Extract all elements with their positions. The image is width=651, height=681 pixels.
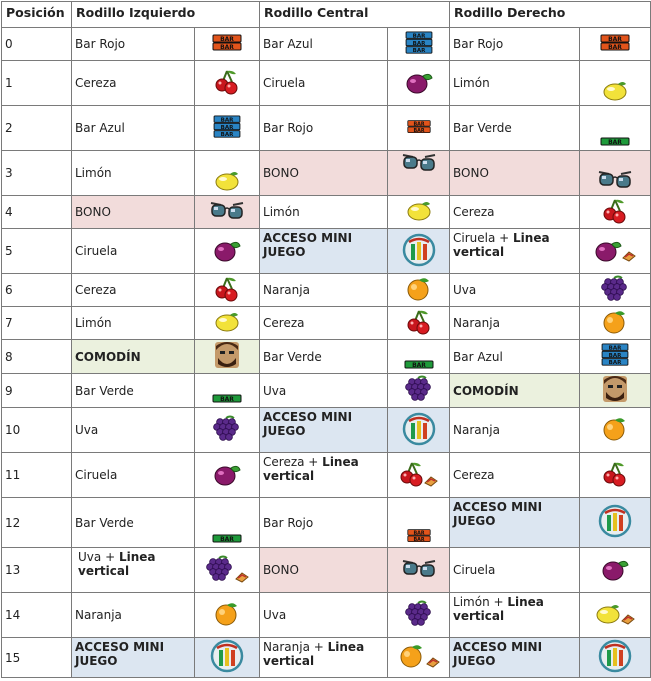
position-cell: 8 xyxy=(2,340,72,374)
center-reel-symbol-icon-cell xyxy=(388,151,450,196)
right-reel-symbol-name xyxy=(450,548,580,593)
plum-icon xyxy=(405,70,433,94)
symbol-text: ACCESO MINI JUEGO xyxy=(263,410,353,438)
symbol-text: BONO xyxy=(453,166,489,180)
right-reel-symbol-icon-cell xyxy=(580,548,651,593)
symbol-text: Limón xyxy=(453,595,490,609)
bar-green-icon xyxy=(212,394,242,404)
sandwich-icon xyxy=(426,656,440,668)
grapes-icon xyxy=(404,600,434,628)
mini-icon xyxy=(208,639,246,673)
symbol-text: Uva xyxy=(263,608,287,622)
symbol-text: ACCESO MINI JUEGO xyxy=(75,640,165,668)
mini-icon xyxy=(400,233,438,267)
right-reel-symbol-name xyxy=(450,229,580,274)
left-reel-symbol-name xyxy=(72,498,195,548)
symbol-text: + xyxy=(101,550,119,564)
center-reel-symbol-name xyxy=(260,340,388,374)
left-reel-symbol-icon-cell xyxy=(195,638,260,678)
symbol-text: Cereza xyxy=(453,468,495,482)
center-reel-symbol-icon-cell xyxy=(388,106,450,151)
symbol-text: Naranja xyxy=(453,423,500,437)
left-reel-symbol-name xyxy=(72,106,195,151)
symbol-text: Ciruela xyxy=(453,231,496,245)
symbol-text: Limón xyxy=(263,205,300,219)
position-cell: 10 xyxy=(2,408,72,453)
symbol-text: BONO xyxy=(263,563,299,577)
svg-text:BAR: BAR xyxy=(220,35,234,43)
right-reel-symbol-icon-cell xyxy=(580,498,651,548)
symbol-text: Uva xyxy=(263,383,287,398)
left-reel-symbol-icon-cell xyxy=(195,61,260,106)
symbol-text: + xyxy=(495,231,514,245)
symbol-text: Naranja xyxy=(263,283,310,297)
center-reel-symbol-icon-cell xyxy=(388,453,450,498)
orange-icon xyxy=(398,644,426,668)
symbol-text: Bar Rojo xyxy=(75,37,126,51)
mini-icon xyxy=(596,504,634,538)
left-reel-symbol-icon-cell xyxy=(195,106,260,151)
right-reel-symbol-icon-cell xyxy=(580,229,651,274)
symbol-text: Naranja xyxy=(453,316,500,330)
bar-blue-icon xyxy=(213,115,241,139)
bar-red-small-icon xyxy=(407,119,431,135)
header-right-reel: Rodillo Derecho xyxy=(450,2,651,28)
svg-text:BAR: BAR xyxy=(411,362,426,369)
symbol-text: Uva xyxy=(78,550,102,564)
plum-icon xyxy=(213,462,241,486)
left-reel-symbol-name xyxy=(72,307,195,340)
right-reel-symbol-name xyxy=(450,196,580,229)
position-cell: 15 xyxy=(2,638,72,678)
center-reel-symbol-name xyxy=(260,498,388,548)
table-row xyxy=(2,151,651,196)
center-reel-symbol-icon-cell xyxy=(388,638,450,678)
svg-text:BAR: BAR xyxy=(412,121,425,127)
symbol-text: Bar Verde xyxy=(263,349,322,364)
symbol-text: Bar Rojo xyxy=(453,37,504,51)
svg-text:BAR: BAR xyxy=(220,124,234,131)
center-reel-symbol-icon-cell xyxy=(388,229,450,274)
right-reel-symbol-icon-cell xyxy=(580,274,651,307)
table-row xyxy=(2,196,651,229)
plum-icon xyxy=(213,238,241,262)
symbol-text: Linea vertical xyxy=(263,455,359,483)
position-cell: 13 xyxy=(2,548,72,593)
table-row xyxy=(2,593,651,638)
lemon-icon xyxy=(406,200,432,222)
sandwich-icon xyxy=(621,613,635,625)
left-reel-symbol-name xyxy=(72,61,195,106)
position-cell: 2 xyxy=(2,106,72,151)
symbol-text: Linea vertical xyxy=(78,550,156,578)
sandwich-icon xyxy=(235,571,249,583)
position-cell: 4 xyxy=(2,196,72,229)
symbol-text: Ciruela xyxy=(75,468,118,482)
symbol-text: Bar Verde xyxy=(75,515,134,530)
svg-text:BAR: BAR xyxy=(608,360,622,367)
center-reel-symbol-icon-cell xyxy=(388,548,450,593)
center-reel-symbol-name xyxy=(260,374,388,408)
glasses-icon xyxy=(597,168,633,192)
symbol-text: Linea vertical xyxy=(453,595,544,623)
symbol-text: Cereza xyxy=(75,76,117,90)
bar-blue-icon xyxy=(601,343,629,367)
svg-text:BAR: BAR xyxy=(412,32,425,39)
lemon-icon xyxy=(214,311,240,333)
symbol-text: Bar Verde xyxy=(453,121,512,135)
right-reel-symbol-name xyxy=(450,307,580,340)
symbol-text: BONO xyxy=(75,205,111,219)
center-reel-symbol-name xyxy=(260,548,388,593)
position-cell: 9 xyxy=(2,374,72,408)
orange-icon xyxy=(601,310,629,334)
svg-text:BAR: BAR xyxy=(608,139,622,146)
right-reel-symbol-name xyxy=(450,28,580,61)
glasses-icon xyxy=(209,199,245,223)
face-icon xyxy=(213,340,241,370)
grapes-icon xyxy=(404,375,434,403)
mini-icon xyxy=(400,412,438,446)
left-reel-symbol-icon-cell xyxy=(195,307,260,340)
reel-table xyxy=(1,1,651,678)
sandwich-icon xyxy=(424,475,438,487)
svg-text:BAR: BAR xyxy=(412,47,425,54)
left-reel-symbol-icon-cell xyxy=(195,408,260,453)
symbol-text: Cereza xyxy=(263,455,305,469)
right-reel-symbol-icon-cell xyxy=(580,408,651,453)
symbol-text: COMODÍN xyxy=(75,349,141,364)
center-reel-symbol-icon-cell xyxy=(388,408,450,453)
left-reel-symbol-icon-cell xyxy=(195,593,260,638)
center-reel-symbol-name xyxy=(260,106,388,151)
left-reel-symbol-icon-cell xyxy=(195,453,260,498)
glasses-icon xyxy=(401,151,437,175)
center-reel-symbol-icon-cell xyxy=(388,196,450,229)
right-reel-symbol-name xyxy=(450,593,580,638)
symbol-text: Ciruela xyxy=(453,563,496,577)
table-row xyxy=(2,274,651,307)
mini-icon xyxy=(596,639,634,673)
orange-icon xyxy=(213,602,241,626)
symbol-text: + xyxy=(309,640,328,654)
center-reel-symbol-name xyxy=(260,61,388,106)
table-row xyxy=(2,229,651,274)
symbol-text: Limón xyxy=(453,76,490,90)
orange-icon xyxy=(405,277,433,301)
left-reel-symbol-name xyxy=(72,340,195,374)
right-reel-symbol-icon-cell xyxy=(580,593,651,638)
glasses-icon xyxy=(401,557,437,581)
table-row xyxy=(2,61,651,106)
left-reel-symbol-name xyxy=(72,196,195,229)
center-reel-symbol-name xyxy=(260,28,388,61)
table-row xyxy=(2,408,651,453)
symbol-text: ACCESO MINI JUEGO xyxy=(453,640,543,668)
svg-text:BAR: BAR xyxy=(412,531,425,537)
table-row xyxy=(2,453,651,498)
position-cell: 12 xyxy=(2,498,72,548)
symbol-text: Limón xyxy=(75,316,112,330)
right-reel-symbol-name xyxy=(450,638,580,678)
symbol-text: Naranja xyxy=(75,608,122,622)
symbol-text: Linea vertical xyxy=(263,640,365,668)
symbol-text: + xyxy=(304,455,323,469)
center-reel-symbol-name xyxy=(260,274,388,307)
table-body xyxy=(2,28,651,678)
symbol-text: ACCESO MINI JUEGO xyxy=(453,500,543,528)
symbol-text: Ciruela xyxy=(75,244,118,258)
position-cell: 0 xyxy=(2,28,72,61)
position-cell: 3 xyxy=(2,151,72,196)
header-center-reel: Rodillo Central xyxy=(260,2,450,28)
header-row xyxy=(2,2,651,28)
symbol-text: Cereza xyxy=(75,283,117,297)
symbol-text: Naranja xyxy=(263,640,310,654)
left-reel-symbol-name xyxy=(72,593,195,638)
position-cell: 6 xyxy=(2,274,72,307)
right-reel-symbol-icon-cell xyxy=(580,374,651,408)
right-reel-symbol-name xyxy=(450,374,580,408)
symbol-text: Bar Rojo xyxy=(263,515,314,530)
grapes-icon xyxy=(212,415,242,443)
svg-text:BAR: BAR xyxy=(608,35,622,43)
left-reel-symbol-icon-cell xyxy=(195,229,260,274)
bar-red-icon xyxy=(212,33,242,53)
cherry-icon xyxy=(407,309,431,335)
right-reel-symbol-name xyxy=(450,340,580,374)
symbol-text: Cereza xyxy=(453,205,495,219)
svg-text:BAR: BAR xyxy=(220,43,234,51)
right-reel-symbol-icon-cell xyxy=(580,340,651,374)
center-reel-symbol-name xyxy=(260,307,388,340)
left-reel-symbol-name xyxy=(72,453,195,498)
left-reel-symbol-icon-cell xyxy=(195,151,260,196)
left-reel-symbol-name xyxy=(72,408,195,453)
svg-text:BAR: BAR xyxy=(220,131,234,138)
grapes-icon xyxy=(205,555,235,583)
bar-green-icon xyxy=(212,534,242,544)
svg-text:BAR: BAR xyxy=(220,536,234,543)
left-reel-symbol-name xyxy=(72,229,195,274)
left-reel-symbol-name xyxy=(72,548,195,593)
center-reel-symbol-icon-cell xyxy=(388,374,450,408)
right-reel-symbol-icon-cell xyxy=(580,61,651,106)
svg-text:BAR: BAR xyxy=(220,116,234,123)
cherry-icon xyxy=(400,461,424,487)
plum-icon xyxy=(601,557,629,581)
symbol-text: Limón xyxy=(75,166,112,180)
symbol-text: ACCESO MINI JUEGO xyxy=(263,231,353,259)
svg-text:BAR: BAR xyxy=(608,345,622,352)
center-reel-symbol-icon-cell xyxy=(388,28,450,61)
svg-text:BAR: BAR xyxy=(608,43,622,51)
symbol-text: + xyxy=(489,595,508,609)
table-row xyxy=(2,374,651,408)
header-position: Posición xyxy=(2,2,72,28)
right-reel-symbol-name xyxy=(450,453,580,498)
table-row xyxy=(2,28,651,61)
left-reel-symbol-icon-cell xyxy=(195,196,260,229)
center-reel-symbol-name xyxy=(260,593,388,638)
symbol-text: Bar Azul xyxy=(453,349,503,364)
symbol-text: Uva xyxy=(453,283,477,297)
right-reel-symbol-name xyxy=(450,274,580,307)
symbol-text: COMODÍN xyxy=(453,383,519,398)
sandwich-icon xyxy=(622,250,636,262)
right-reel-symbol-name xyxy=(450,151,580,196)
right-reel-symbol-icon-cell xyxy=(580,453,651,498)
right-reel-symbol-icon-cell xyxy=(580,638,651,678)
center-reel-symbol-icon-cell xyxy=(388,593,450,638)
bar-red-small-icon xyxy=(407,528,431,544)
cherry-icon xyxy=(603,461,627,487)
symbol-text: Bar Verde xyxy=(75,383,134,398)
symbol-text: Ciruela xyxy=(263,76,306,90)
symbol-text: BONO xyxy=(263,166,299,180)
position-cell: 7 xyxy=(2,307,72,340)
center-reel-symbol-icon-cell xyxy=(388,307,450,340)
right-reel-symbol-name xyxy=(450,408,580,453)
table-row xyxy=(2,498,651,548)
center-reel-symbol-name xyxy=(260,453,388,498)
svg-text:BAR: BAR xyxy=(220,396,234,403)
left-reel-symbol-name xyxy=(72,274,195,307)
left-reel-symbol-name xyxy=(72,28,195,61)
cherry-icon xyxy=(215,69,239,95)
center-reel-symbol-icon-cell xyxy=(388,61,450,106)
lemon-icon xyxy=(214,170,240,192)
left-reel-symbol-name xyxy=(72,374,195,408)
position-cell: 1 xyxy=(2,61,72,106)
center-reel-symbol-name xyxy=(260,151,388,196)
symbol-text: Cereza xyxy=(263,316,305,330)
header-left-reel: Rodillo Izquierdo xyxy=(72,2,260,28)
table-row xyxy=(2,106,651,151)
center-reel-symbol-name xyxy=(260,638,388,678)
left-reel-symbol-name xyxy=(72,151,195,196)
right-reel-symbol-icon-cell xyxy=(580,28,651,61)
svg-text:BAR: BAR xyxy=(412,537,425,543)
bar-red-icon xyxy=(600,33,630,53)
bar-green-icon xyxy=(404,360,434,370)
symbol-text: Bar Rojo xyxy=(263,121,314,135)
position-cell: 11 xyxy=(2,453,72,498)
table-row xyxy=(2,638,651,678)
bar-blue-icon xyxy=(405,31,433,55)
svg-text:BAR: BAR xyxy=(412,40,425,47)
right-reel-symbol-icon-cell xyxy=(580,106,651,151)
table-row xyxy=(2,548,651,593)
right-reel-symbol-icon-cell xyxy=(580,307,651,340)
svg-text:BAR: BAR xyxy=(608,352,622,359)
left-reel-symbol-icon-cell xyxy=(195,340,260,374)
face-icon xyxy=(601,374,629,404)
table-row xyxy=(2,340,651,374)
right-reel-symbol-name xyxy=(450,61,580,106)
symbol-text: Linea vertical xyxy=(453,231,550,259)
left-reel-symbol-icon-cell xyxy=(195,548,260,593)
left-reel-symbol-icon-cell xyxy=(195,374,260,408)
right-reel-symbol-icon-cell xyxy=(580,151,651,196)
cherry-icon xyxy=(215,276,239,302)
center-reel-symbol-name xyxy=(260,408,388,453)
left-reel-symbol-icon-cell xyxy=(195,274,260,307)
plum-icon xyxy=(594,238,622,262)
grapes-icon xyxy=(600,275,630,303)
position-cell: 14 xyxy=(2,593,72,638)
right-reel-symbol-name xyxy=(450,106,580,151)
symbol-text: Bar Azul xyxy=(263,37,313,51)
right-reel-symbol-name xyxy=(450,498,580,548)
orange-icon xyxy=(601,417,629,441)
center-reel-symbol-name xyxy=(260,196,388,229)
position-cell: 5 xyxy=(2,229,72,274)
symbol-text: Bar Azul xyxy=(75,121,125,135)
left-reel-symbol-name xyxy=(72,638,195,678)
center-reel-symbol-icon-cell xyxy=(388,274,450,307)
left-reel-symbol-icon-cell xyxy=(195,28,260,61)
center-reel-symbol-name xyxy=(260,229,388,274)
svg-text:BAR: BAR xyxy=(412,128,425,134)
lemon-icon xyxy=(602,80,628,102)
symbol-text: Uva xyxy=(75,423,99,437)
bar-green-icon xyxy=(600,137,630,147)
right-reel-symbol-icon-cell xyxy=(580,196,651,229)
lemon-icon xyxy=(595,603,621,625)
left-reel-symbol-icon-cell xyxy=(195,498,260,548)
center-reel-symbol-icon-cell xyxy=(388,340,450,374)
table-row xyxy=(2,307,651,340)
cherry-icon xyxy=(603,198,627,224)
center-reel-symbol-icon-cell xyxy=(388,498,450,548)
